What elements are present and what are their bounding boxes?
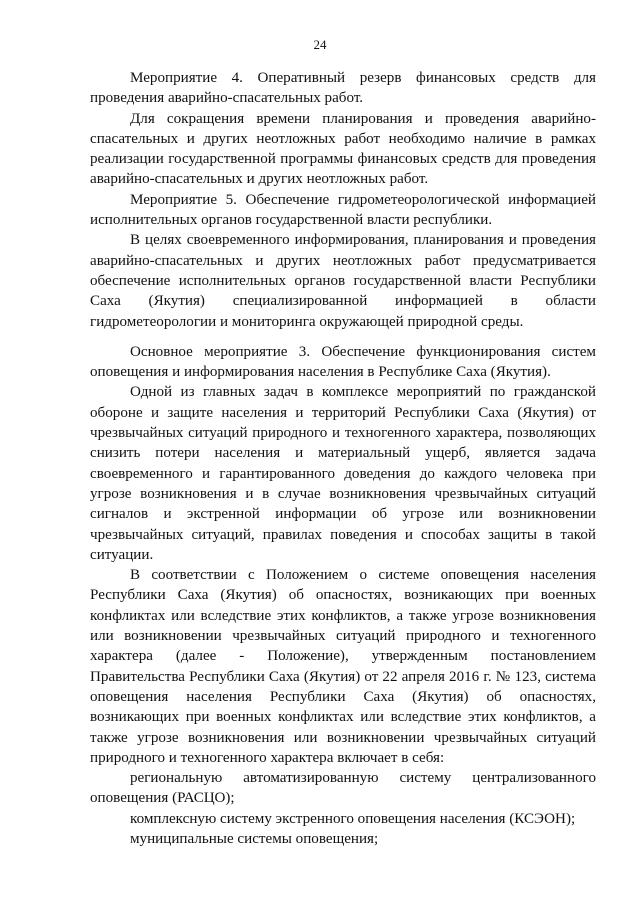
list-item-municipal: муниципальные системы оповещения; (130, 830, 379, 847)
paragraph-measure-5-title: Мероприятие 5. Обеспечение гидрометеорологической информацией исполнительных органов государственной власти республики. (90, 191, 596, 229)
list-item-rasco: региональную автоматизированную систему централизованного оповещения (РАСЦО); (90, 770, 596, 807)
list-item-kseon: комплексную систему экстренного оповещения населения (КСЭОН); (130, 810, 576, 827)
paragraph-main-measure-3-title: Основное мероприятие 3. Обеспечение функционирования систем оповещения и информирования населения в Республике Саха (Якутия). (90, 343, 596, 381)
page-number: 24 (313, 37, 327, 52)
paragraph-main-tasks: Одной из главных задач в комплексе мероприятий по гражданской обороне и защите населения и территорий Республики Саха (Якутия) от чрезвычайных ситуаций природного и техногенного характера, позволяющих снизить потери населения и материальный ущерб, является задача своевременного и гарантированного доведения до каждого человека при угрозе возникновения и в случае возникновения чрезвычайных ситуаций сигналов и экстренной информации об угрозе или возникновении чрезвычайных ситуаций, правилах поведения и способах защиты в такой ситуации. (90, 384, 596, 563)
document-body (90, 68, 596, 849)
paragraph-measure-4-title: Мероприятие 4. Оперативный резерв финансовых средств для проведения аварийно-спасательных работ. (90, 70, 596, 107)
paragraph-measure-5-text: В целях своевременного информирования, планирования и проведения аварийно-спасательных и других неотложных работ предусматривается обеспечение исполнительных органов государственной власти Республики Саха (Якутия) специализированной информацией в области гидрометеорологии и мониторинга окружающей природной среды. (90, 232, 596, 330)
paragraph-measure-4-text: Для сокращения времени планирования и проведения аварийно-спасательных и других неотложных работ необходимо наличие в рамках реализации государственной программы финансовых средств для проведения аварийно-спасательных и других неотложных работ. (90, 110, 596, 188)
paragraph-regulation: В соответствии с Положением о системе оповещения населения Республики Саха (Якутия) об опасностях, возникающих при военных конфликтах или вследствие этих конфликтов, а также угрозе возникновения или возникновении чрезвычайных ситуаций природного и техногенного характера (далее - Положение), утвержденным постановлением Правительства Республики Саха (Якутия) от 22 апреля 2016 г. № 123, система оповещения населения Республики Саха (Якутия) об опасностях, возникающих при военных конфликтах или вследствие этих конфликтов, а также угрозе возникновения или возникновении чрезвычайных ситуаций природного и техногенного характера включает в себя: (90, 567, 596, 766)
